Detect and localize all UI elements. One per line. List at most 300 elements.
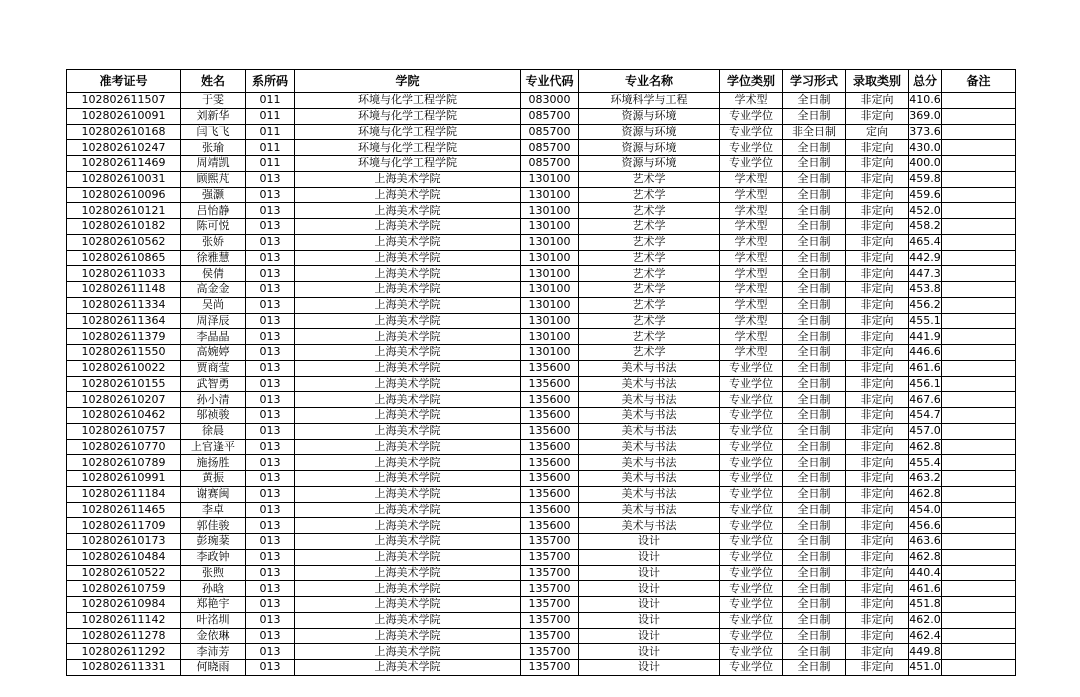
exam-id-cell: 102802610247 [67, 140, 181, 156]
dept-code-cell: 013 [246, 345, 295, 361]
study-mode-cell: 全日制 [783, 597, 846, 613]
name-cell: 徐雅慧 [181, 250, 246, 266]
degree-type-cell: 学术型 [720, 171, 783, 187]
college-cell: 上海美术学院 [295, 250, 521, 266]
study-mode-cell: 全日制 [783, 439, 846, 455]
major-code-cell: 130100 [521, 329, 579, 345]
remarks-cell [942, 455, 1016, 471]
study-mode-cell: 全日制 [783, 156, 846, 172]
admission-type-cell: 非定向 [846, 297, 909, 313]
name-cell: 谢赛闽 [181, 486, 246, 502]
dept-code-cell: 013 [246, 313, 295, 329]
exam-id-cell: 102802610757 [67, 423, 181, 439]
major-name-cell: 艺术学 [579, 171, 720, 187]
major-code-cell: 135700 [521, 597, 579, 613]
admission-type-cell: 非定向 [846, 203, 909, 219]
name-cell: 于雯 [181, 93, 246, 109]
major-name-cell: 设计 [579, 628, 720, 644]
study-mode-cell: 全日制 [783, 534, 846, 550]
study-mode-cell: 全日制 [783, 644, 846, 660]
name-cell: 李晶晶 [181, 329, 246, 345]
name-cell: 何晓雨 [181, 660, 246, 676]
remarks-cell [942, 518, 1016, 534]
exam-id-cell: 102802611292 [67, 644, 181, 660]
major-code-cell: 135700 [521, 612, 579, 628]
major-name-cell: 资源与环境 [579, 108, 720, 124]
total-score-cell: 456.2 [909, 298, 941, 312]
exam-id-cell: 102802611334 [67, 297, 181, 313]
degree-type-cell: 学术型 [720, 266, 783, 282]
degree-type-cell: 学术型 [720, 219, 783, 235]
total-score-cell: 410.6 [909, 93, 941, 107]
name-cell: 刘新华 [181, 108, 246, 124]
total-score-cell: 452.0 [909, 203, 941, 217]
table-row [67, 565, 1016, 581]
study-mode-cell: 全日制 [783, 376, 846, 392]
study-mode-cell: 全日制 [783, 565, 846, 581]
dept-code-cell: 013 [246, 219, 295, 235]
total-score-cell: 465.4 [909, 235, 941, 249]
name-cell: 黄振 [181, 471, 246, 487]
name-cell: 徐晨 [181, 423, 246, 439]
total-score-cell: 442.9 [909, 250, 941, 264]
total-score-cell: 454.0 [909, 502, 941, 516]
table-row [67, 612, 1016, 628]
college-cell: 上海美术学院 [295, 502, 521, 518]
admission-type-cell: 非定向 [846, 187, 909, 203]
remarks-cell [942, 171, 1016, 187]
dept-code-cell: 013 [246, 439, 295, 455]
major-code-cell: 135600 [521, 392, 579, 408]
degree-type-cell: 专业学位 [720, 376, 783, 392]
major-code-cell: 135700 [521, 581, 579, 597]
major-name-cell: 设计 [579, 534, 720, 550]
major-name-cell: 美术与书法 [579, 455, 720, 471]
admission-type-cell: 非定向 [846, 644, 909, 660]
table-row [67, 439, 1016, 455]
major-code-cell: 135700 [521, 565, 579, 581]
major-code-cell: 130100 [521, 250, 579, 266]
exam-id-cell: 102802610031 [67, 171, 181, 187]
admission-type-cell: 非定向 [846, 549, 909, 565]
major-name-cell: 艺术学 [579, 250, 720, 266]
major-code-cell: 135600 [521, 455, 579, 471]
major-code-cell: 135700 [521, 660, 579, 676]
table-row [67, 597, 1016, 613]
degree-type-cell: 专业学位 [720, 408, 783, 424]
name-cell: 武智勇 [181, 376, 246, 392]
dept-code-cell: 013 [246, 471, 295, 487]
table-row [67, 203, 1016, 219]
admission-type-cell: 非定向 [846, 439, 909, 455]
total-score-cell: 456.6 [909, 518, 941, 532]
college-cell: 上海美术学院 [295, 187, 521, 203]
major-code-cell: 130100 [521, 203, 579, 219]
dept-code-cell: 011 [246, 140, 295, 156]
study-mode-cell: 全日制 [783, 187, 846, 203]
dept-code-cell: 011 [246, 108, 295, 124]
college-cell: 环境与化学工程学院 [295, 93, 521, 109]
exam-id-cell: 102802610096 [67, 187, 181, 203]
table-row [67, 486, 1016, 502]
degree-type-cell: 专业学位 [720, 124, 783, 140]
study-mode-cell: 全日制 [783, 140, 846, 156]
study-mode-cell: 全日制 [783, 455, 846, 471]
total-score-cell: 447.3 [909, 266, 941, 280]
study-mode-cell: 全日制 [783, 486, 846, 502]
dept-code-cell: 013 [246, 171, 295, 187]
admission-type-cell: 定向 [846, 124, 909, 140]
college-cell: 上海美术学院 [295, 471, 521, 487]
table-row [67, 345, 1016, 361]
remarks-cell [942, 124, 1016, 140]
remarks-cell [942, 612, 1016, 628]
admission-type-cell: 非定向 [846, 108, 909, 124]
dept-code-cell: 013 [246, 534, 295, 550]
exam-id-cell: 102802610462 [67, 408, 181, 424]
remarks-cell [942, 329, 1016, 345]
study-mode-cell: 全日制 [783, 660, 846, 676]
major-name-cell: 资源与环境 [579, 156, 720, 172]
major-name-cell: 美术与书法 [579, 486, 720, 502]
major-code-cell: 135700 [521, 549, 579, 565]
degree-type-cell: 学术型 [720, 282, 783, 298]
major-name-cell: 美术与书法 [579, 392, 720, 408]
col-header-college: 学院 [295, 70, 521, 93]
dept-code-cell: 013 [246, 581, 295, 597]
admission-type-cell: 非定向 [846, 345, 909, 361]
name-cell: 叶洺圳 [181, 612, 246, 628]
dept-code-cell: 013 [246, 518, 295, 534]
admission-type-cell: 非定向 [846, 376, 909, 392]
admission-type-cell: 非定向 [846, 219, 909, 235]
table-row [67, 140, 1016, 156]
major-code-cell: 135600 [521, 439, 579, 455]
dept-code-cell: 013 [246, 565, 295, 581]
table-row [67, 313, 1016, 329]
major-name-cell: 艺术学 [579, 203, 720, 219]
degree-type-cell: 学术型 [720, 313, 783, 329]
dept-code-cell: 013 [246, 250, 295, 266]
exam-id-cell: 102802611550 [67, 345, 181, 361]
dept-code-cell: 013 [246, 628, 295, 644]
major-name-cell: 艺术学 [579, 345, 720, 361]
exam-id-cell: 102802611379 [67, 329, 181, 345]
dept-code-cell: 013 [246, 187, 295, 203]
college-cell: 上海美术学院 [295, 534, 521, 550]
study-mode-cell: 全日制 [783, 234, 846, 250]
study-mode-cell: 全日制 [783, 408, 846, 424]
degree-type-cell: 学术型 [720, 250, 783, 266]
dept-code-cell: 013 [246, 549, 295, 565]
total-score-cell: 373.6 [909, 124, 941, 138]
admission-type-cell: 非定向 [846, 581, 909, 597]
name-cell: 侯倩 [181, 266, 246, 282]
major-name-cell: 美术与书法 [579, 360, 720, 376]
name-cell: 郭佳骏 [181, 518, 246, 534]
total-score-cell: 454.7 [909, 408, 941, 422]
study-mode-cell: 全日制 [783, 628, 846, 644]
major-code-cell: 130100 [521, 345, 579, 361]
major-name-cell: 设计 [579, 549, 720, 565]
degree-type-cell: 专业学位 [720, 502, 783, 518]
total-score-cell: 430.0 [909, 140, 941, 154]
remarks-cell [942, 234, 1016, 250]
header-row [67, 70, 1016, 93]
major-name-cell: 艺术学 [579, 329, 720, 345]
major-code-cell: 135700 [521, 534, 579, 550]
dept-code-cell: 013 [246, 392, 295, 408]
exam-id-cell: 102802610522 [67, 565, 181, 581]
college-cell: 上海美术学院 [295, 455, 521, 471]
exam-id-cell: 102802610759 [67, 581, 181, 597]
total-score-cell: 451.0 [909, 660, 941, 674]
table-row [67, 171, 1016, 187]
total-score-cell: 369.0 [909, 109, 941, 123]
exam-id-cell: 102802610770 [67, 439, 181, 455]
remarks-cell [942, 597, 1016, 613]
major-name-cell: 设计 [579, 581, 720, 597]
study-mode-cell: 全日制 [783, 518, 846, 534]
admission-type-cell: 非定向 [846, 628, 909, 644]
name-cell: 贾商莹 [181, 360, 246, 376]
name-cell: 张娇 [181, 234, 246, 250]
remarks-cell [942, 581, 1016, 597]
admission-type-cell: 非定向 [846, 471, 909, 487]
college-cell: 上海美术学院 [295, 549, 521, 565]
table-row [67, 455, 1016, 471]
exam-id-cell: 102802610562 [67, 234, 181, 250]
name-cell: 强灏 [181, 187, 246, 203]
total-score-cell: 459.8 [909, 172, 941, 186]
study-mode-cell: 全日制 [783, 612, 846, 628]
degree-type-cell: 专业学位 [720, 628, 783, 644]
major-name-cell: 资源与环境 [579, 124, 720, 140]
total-score-cell: 457.0 [909, 424, 941, 438]
study-mode-cell: 全日制 [783, 266, 846, 282]
degree-type-cell: 专业学位 [720, 108, 783, 124]
major-code-cell: 135600 [521, 360, 579, 376]
dept-code-cell: 011 [246, 124, 295, 140]
table-row [67, 408, 1016, 424]
college-cell: 上海美术学院 [295, 266, 521, 282]
total-score-cell: 449.8 [909, 644, 941, 658]
major-code-cell: 135600 [521, 486, 579, 502]
major-name-cell: 艺术学 [579, 266, 720, 282]
admission-type-cell: 非定向 [846, 565, 909, 581]
admission-type-cell: 非定向 [846, 250, 909, 266]
major-code-cell: 085700 [521, 140, 579, 156]
remarks-cell [942, 439, 1016, 455]
col-header-admission-type: 录取类别 [846, 70, 909, 93]
exam-id-cell: 102802611331 [67, 660, 181, 676]
major-name-cell: 美术与书法 [579, 471, 720, 487]
college-cell: 环境与化学工程学院 [295, 140, 521, 156]
exam-id-cell: 102802611148 [67, 282, 181, 298]
name-cell: 张瑜 [181, 140, 246, 156]
college-cell: 上海美术学院 [295, 376, 521, 392]
remarks-cell [942, 297, 1016, 313]
exam-id-cell: 102802610182 [67, 219, 181, 235]
study-mode-cell: 全日制 [783, 108, 846, 124]
total-score-cell: 463.2 [909, 471, 941, 485]
major-name-cell: 美术与书法 [579, 376, 720, 392]
dept-code-cell: 013 [246, 597, 295, 613]
remarks-cell [942, 140, 1016, 156]
total-score-cell: 462.8 [909, 487, 941, 501]
col-header-total-score: 总分 [909, 70, 942, 93]
table-body [67, 93, 1016, 676]
name-cell: 孙小清 [181, 392, 246, 408]
total-score-cell: 462.8 [909, 439, 941, 453]
major-code-cell: 130100 [521, 187, 579, 203]
degree-type-cell: 专业学位 [720, 597, 783, 613]
college-cell: 上海美术学院 [295, 518, 521, 534]
table-row [67, 219, 1016, 235]
exam-id-cell: 102802611465 [67, 502, 181, 518]
degree-type-cell: 专业学位 [720, 581, 783, 597]
admission-type-cell: 非定向 [846, 156, 909, 172]
college-cell: 上海美术学院 [295, 423, 521, 439]
college-cell: 上海美术学院 [295, 597, 521, 613]
college-cell: 上海美术学院 [295, 628, 521, 644]
major-code-cell: 135700 [521, 628, 579, 644]
remarks-cell [942, 392, 1016, 408]
dept-code-cell: 011 [246, 156, 295, 172]
dept-code-cell: 013 [246, 297, 295, 313]
college-cell: 环境与化学工程学院 [295, 108, 521, 124]
major-name-cell: 设计 [579, 597, 720, 613]
name-cell: 李卓 [181, 502, 246, 518]
admission-type-cell: 非定向 [846, 266, 909, 282]
degree-type-cell: 专业学位 [720, 518, 783, 534]
college-cell: 上海美术学院 [295, 660, 521, 676]
table-row [67, 329, 1016, 345]
col-header-dept-code: 系所码 [246, 70, 295, 93]
degree-type-cell: 专业学位 [720, 534, 783, 550]
college-cell: 上海美术学院 [295, 644, 521, 660]
total-score-cell: 455.1 [909, 313, 941, 327]
remarks-cell [942, 108, 1016, 124]
remarks-cell [942, 282, 1016, 298]
total-score-cell: 455.4 [909, 455, 941, 469]
major-name-cell: 美术与书法 [579, 423, 720, 439]
total-score-cell: 462.4 [909, 628, 941, 642]
dept-code-cell: 013 [246, 455, 295, 471]
admission-type-cell: 非定向 [846, 140, 909, 156]
degree-type-cell: 学术型 [720, 297, 783, 313]
study-mode-cell: 全日制 [783, 171, 846, 187]
exam-id-cell: 102802610789 [67, 455, 181, 471]
admission-type-cell: 非定向 [846, 597, 909, 613]
degree-type-cell: 专业学位 [720, 612, 783, 628]
remarks-cell [942, 644, 1016, 660]
admission-type-cell: 非定向 [846, 660, 909, 676]
degree-type-cell: 专业学位 [720, 423, 783, 439]
college-cell: 上海美术学院 [295, 360, 521, 376]
name-cell: 吴尚 [181, 297, 246, 313]
dept-code-cell: 013 [246, 376, 295, 392]
admission-type-cell: 非定向 [846, 455, 909, 471]
admission-type-cell: 非定向 [846, 502, 909, 518]
exam-id-cell: 102802610155 [67, 376, 181, 392]
total-score-cell: 462.8 [909, 550, 941, 564]
remarks-cell [942, 376, 1016, 392]
study-mode-cell: 全日制 [783, 549, 846, 565]
dept-code-cell: 013 [246, 266, 295, 282]
table-row [67, 423, 1016, 439]
table-row [67, 297, 1016, 313]
degree-type-cell: 专业学位 [720, 660, 783, 676]
total-score-cell: 451.8 [909, 597, 941, 611]
exam-id-cell: 102802610168 [67, 124, 181, 140]
total-score-cell: 467.6 [909, 392, 941, 406]
major-name-cell: 美术与书法 [579, 408, 720, 424]
remarks-cell [942, 156, 1016, 172]
degree-type-cell: 学术型 [720, 234, 783, 250]
col-header-study-mode: 学习形式 [783, 70, 846, 93]
exam-id-cell: 102802611709 [67, 518, 181, 534]
major-code-cell: 130100 [521, 282, 579, 298]
remarks-cell [942, 628, 1016, 644]
dept-code-cell: 013 [246, 360, 295, 376]
table-row [67, 392, 1016, 408]
major-code-cell: 135600 [521, 518, 579, 534]
admission-type-cell: 非定向 [846, 93, 909, 109]
study-mode-cell: 全日制 [783, 250, 846, 266]
degree-type-cell: 专业学位 [720, 140, 783, 156]
admission-type-cell: 非定向 [846, 329, 909, 345]
major-code-cell: 130100 [521, 297, 579, 313]
college-cell: 上海美术学院 [295, 439, 521, 455]
table-row [67, 534, 1016, 550]
exam-id-cell: 102802610984 [67, 597, 181, 613]
dept-code-cell: 013 [246, 408, 295, 424]
major-name-cell: 美术与书法 [579, 502, 720, 518]
exam-id-cell: 102802611507 [67, 93, 181, 109]
name-cell: 李政钟 [181, 549, 246, 565]
name-cell: 施扬胜 [181, 455, 246, 471]
admission-type-cell: 非定向 [846, 360, 909, 376]
major-code-cell: 130100 [521, 266, 579, 282]
name-cell: 张煦 [181, 565, 246, 581]
total-score-cell: 440.4 [909, 565, 941, 579]
dept-code-cell: 013 [246, 644, 295, 660]
degree-type-cell: 学术型 [720, 93, 783, 109]
degree-type-cell: 专业学位 [720, 392, 783, 408]
dept-code-cell: 013 [246, 660, 295, 676]
degree-type-cell: 学术型 [720, 329, 783, 345]
col-header-remarks: 备注 [942, 70, 1016, 93]
admission-type-cell: 非定向 [846, 392, 909, 408]
admission-type-cell: 非定向 [846, 408, 909, 424]
major-name-cell: 美术与书法 [579, 439, 720, 455]
admission-type-cell: 非定向 [846, 313, 909, 329]
remarks-cell [942, 360, 1016, 376]
name-cell: 邬祯骏 [181, 408, 246, 424]
major-code-cell: 135600 [521, 423, 579, 439]
degree-type-cell: 专业学位 [720, 549, 783, 565]
total-score-cell: 453.8 [909, 282, 941, 296]
col-header-exam-id: 准考证号 [67, 70, 181, 93]
major-name-cell: 艺术学 [579, 234, 720, 250]
major-name-cell: 美术与书法 [579, 518, 720, 534]
remarks-cell [942, 534, 1016, 550]
exam-id-cell: 102802611033 [67, 266, 181, 282]
major-code-cell: 130100 [521, 234, 579, 250]
table-row [67, 502, 1016, 518]
exam-id-cell: 102802610173 [67, 534, 181, 550]
